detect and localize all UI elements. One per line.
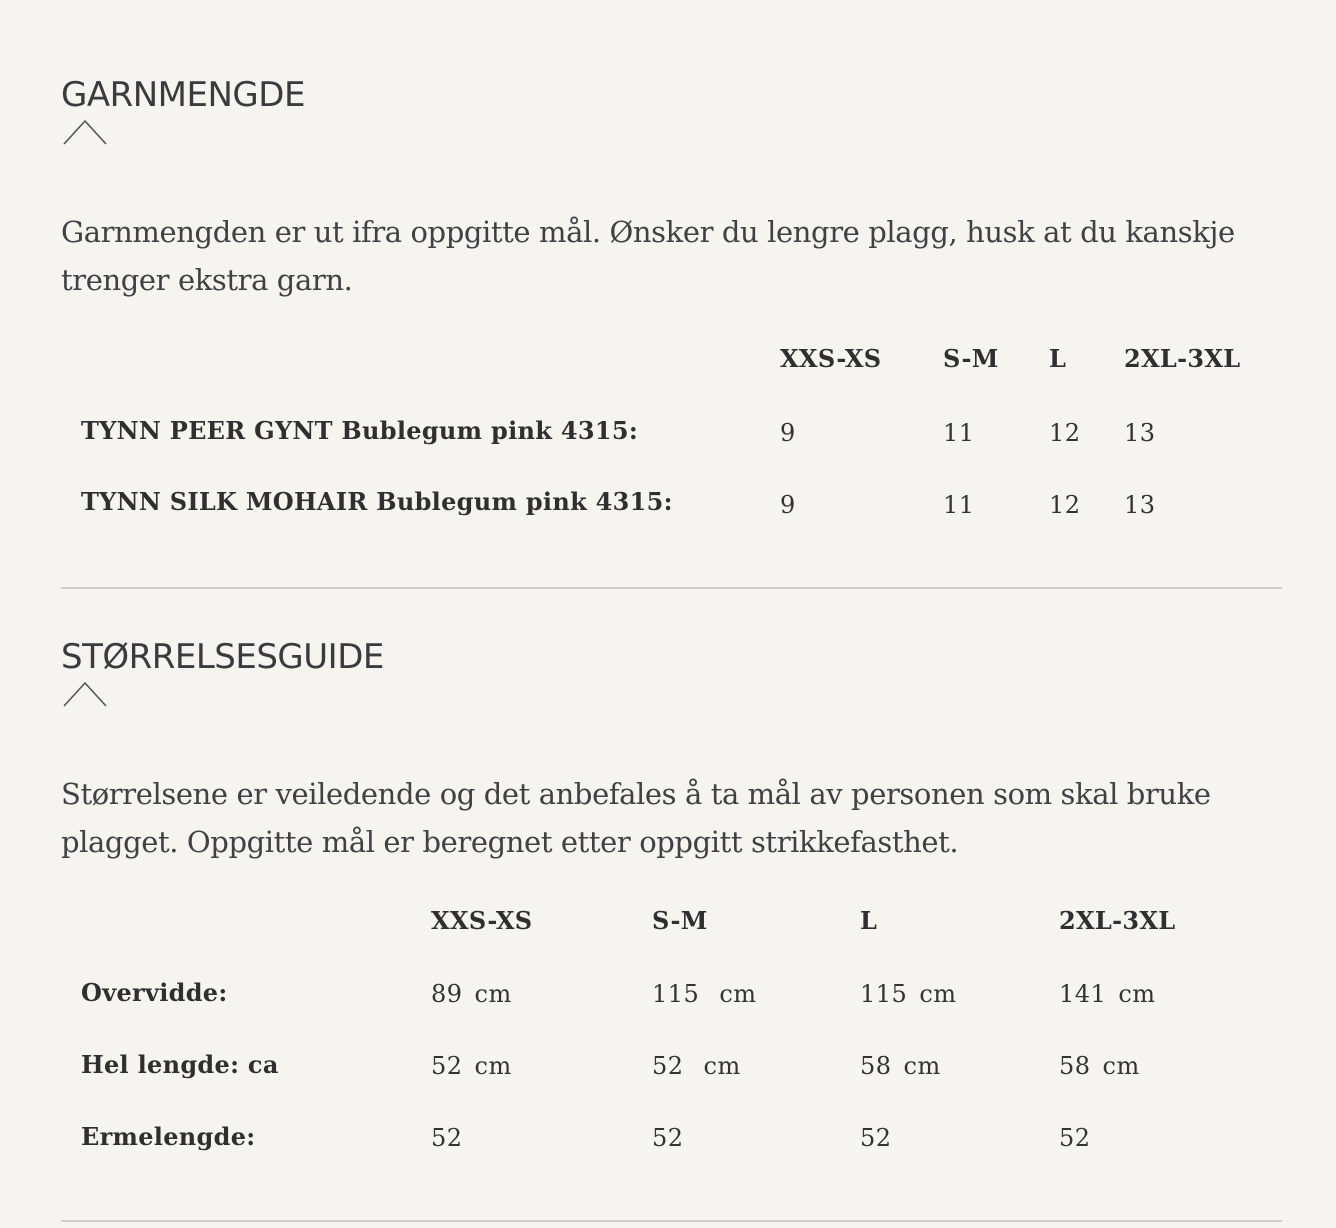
- yarn-quantity: 12: [1049, 491, 1081, 519]
- size-header: 2XL-3XL: [1124, 344, 1241, 373]
- size-header: L: [1049, 344, 1067, 373]
- yarn-intro-text: Garnmengden er ut ifra oppgitte mål. Ønsker du lengre plagg, husk at du kanskje trenger ekstra garn.: [61, 215, 1235, 297]
- yarn-quantity: 13: [1124, 419, 1156, 447]
- size-guide-title[interactable]: STØRRELSESGUIDE: [61, 637, 384, 677]
- measurement-label: Overvidde:: [81, 978, 228, 1007]
- measurement-value: 89 cm: [431, 980, 512, 1008]
- section-divider: [61, 587, 1282, 589]
- yarn-quantity: 11: [943, 491, 975, 519]
- size-header: 2XL-3XL: [1059, 906, 1176, 935]
- yarn-quantity: 13: [1124, 491, 1156, 519]
- yarn-name: TYNN PEER GYNT Bublegum pink 4315:: [81, 416, 639, 445]
- chevron-up-icon[interactable]: [61, 117, 109, 147]
- measurement-value: 115 cm: [652, 980, 757, 1008]
- measurement-value: 52: [431, 1124, 463, 1152]
- yarn-section-title[interactable]: GARNMENGDE: [61, 75, 305, 115]
- yarn-quantity: 12: [1049, 419, 1081, 447]
- measurement-value: 115 cm: [860, 980, 957, 1008]
- measurement-value: 52: [652, 1124, 684, 1152]
- measurement-label: Hel lengde: ca: [81, 1050, 279, 1079]
- yarn-quantity: 9: [780, 419, 796, 447]
- yarn-name: TYNN SILK MOHAIR Bublegum pink 4315:: [81, 487, 673, 516]
- measurement-label: Ermelengde:: [81, 1122, 256, 1151]
- measurement-value: 52: [1059, 1124, 1091, 1152]
- section-divider: [61, 1220, 1282, 1222]
- size-header: S-M: [652, 906, 708, 935]
- measurement-value: 52: [860, 1124, 892, 1152]
- size-header: L: [860, 906, 878, 935]
- measurement-value: 58 cm: [1059, 1052, 1140, 1080]
- measurement-value: 141 cm: [1059, 980, 1156, 1008]
- size-guide-section: [61, 600, 1282, 1220]
- size-header: XXS-XS: [780, 344, 882, 373]
- measurement-value: 52 cm: [431, 1052, 512, 1080]
- yarn-quantity: 11: [943, 419, 975, 447]
- yarn-quantity: 9: [780, 491, 796, 519]
- size-guide-intro-text: Størrelsene er veiledende og det anbefales å ta mål av personen som skal bruke plagget. Oppgitte mål er beregnet etter oppgitt strikkefasthet.: [61, 777, 1211, 859]
- size-header: S-M: [943, 344, 999, 373]
- measurement-value: 58 cm: [860, 1052, 941, 1080]
- yarn-section: [61, 0, 1282, 590]
- chevron-up-icon[interactable]: [61, 679, 109, 709]
- measurement-value: 52 cm: [652, 1052, 741, 1080]
- size-header: XXS-XS: [431, 906, 533, 935]
